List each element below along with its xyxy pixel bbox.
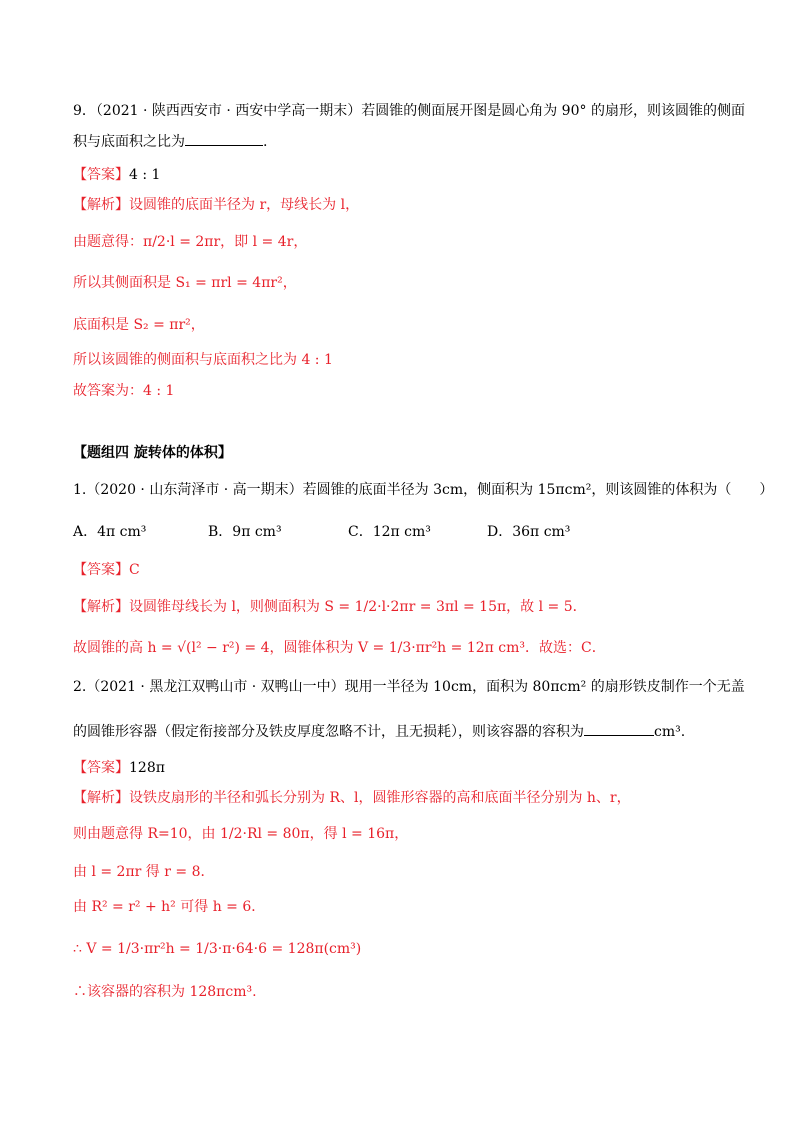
q2-stem-line1: 2.（2021 · 黑龙江双鸭山市 · 双鸭山一中）现用一半径为 10cm，面积为 80πcm² 的扇形铁皮制作一个无盖 <box>73 679 745 695</box>
q9-analysis-3: 所以其侧面积是 S₁ = πrl = 4πr²， <box>73 275 297 291</box>
q9-stem-line2 <box>73 132 267 152</box>
q9-answer-line <box>73 165 160 185</box>
q1-option-c: C．12π cm³ <box>348 524 431 540</box>
q9-analysis-line1 <box>73 195 359 215</box>
q2-analysis-3: 由 l = 2πr 得 r = 8． <box>73 864 215 880</box>
answer-label: 【答案】 <box>73 562 129 578</box>
q2-stem-text: 的圆锥形容器（假定衔接部分及铁皮厚度忽略不计，且无损耗），则该容器的容积为 <box>73 724 584 740</box>
q1-answer: C <box>129 562 140 578</box>
section-title: 【题组四 旋转体的体积】 <box>73 445 232 461</box>
q2-analysis-6: ∴该容器的容积为 128πcm³. <box>73 984 257 1000</box>
q1-answer-line <box>73 560 140 580</box>
q9-answer: 4 : 1 <box>129 167 161 183</box>
analysis-label: 【解析】 <box>73 197 129 213</box>
q1-stem: 1.（2020 · 山东菏泽市 · 高一期末）若圆锥的底面半径为 3cm，侧面积为 15πcm²，则该圆锥的体积为（ ） <box>73 482 774 498</box>
q2-answer: 128π <box>129 760 165 776</box>
q2-stem-line2 <box>73 722 685 742</box>
q1-analysis-line1 <box>73 597 587 617</box>
q9-analysis-2: 由题意得：π/2·l = 2πr，即 l = 4r， <box>73 234 308 250</box>
analysis-label: 【解析】 <box>73 599 129 615</box>
q1-analysis-2: 故圆锥的高 h = √(l² − r²) = 4，圆锥体积为 V = 1/3·πr²h = 12π cm³．故选：C． <box>73 640 606 656</box>
q9-stem-line1: 9．（2021 · 陕西西安市 · 西安中学高一期末）若圆锥的侧面展开图是圆心角为 90° 的扇形，则该圆锥的侧面 <box>73 103 745 119</box>
q2-stem-end: cm³. <box>654 724 686 740</box>
q2-answer-line <box>73 758 165 778</box>
q1-option-b: B．9π cm³ <box>208 524 282 540</box>
q1-analysis-1: 设圆锥母线长为 l，则侧面积为 S = 1/2·l·2πr = 3πl = 15π，故 l = 5． <box>129 599 587 615</box>
q2-analysis-5: ∴ V = 1/3·πr²h = 1/3·π·64·6 = 128π(cm³) <box>73 941 362 957</box>
answer-label: 【答案】 <box>73 760 129 776</box>
q9-analysis-1: 设圆锥的底面半径为 r，母线长为 l， <box>129 197 360 213</box>
q9-analysis-4: 底面积是 S₂ = πr²， <box>73 317 205 333</box>
analysis-label: 【解析】 <box>73 790 129 806</box>
q2-analysis-line1 <box>73 788 631 808</box>
q9-stem-text: 积与底面积之比为 <box>73 134 185 150</box>
q2-analysis-2: 则由题意得 R=10，由 1/2·Rl = 80π，得 l = 16π， <box>73 826 409 842</box>
q2-analysis-4: 由 R² = r² + h² 可得 h = 6． <box>73 899 266 915</box>
answer-label: 【答案】 <box>73 167 129 183</box>
q1-option-a: A．4π cm³ <box>73 524 147 540</box>
q9-analysis-5: 所以该圆锥的侧面积与底面积之比为 4 : 1 <box>73 352 333 368</box>
q9-stem-end: . <box>263 134 268 150</box>
answer-blank <box>584 735 654 736</box>
q9-analysis-6: 故答案为：4 : 1 <box>73 383 175 399</box>
q1-option-d: D．36π cm³ <box>487 524 571 540</box>
q2-analysis-1: 设铁皮扇形的半径和弧长分别为 R、l，圆锥形容器的高和底面半径分别为 h、r， <box>129 790 631 806</box>
answer-blank <box>185 145 263 146</box>
